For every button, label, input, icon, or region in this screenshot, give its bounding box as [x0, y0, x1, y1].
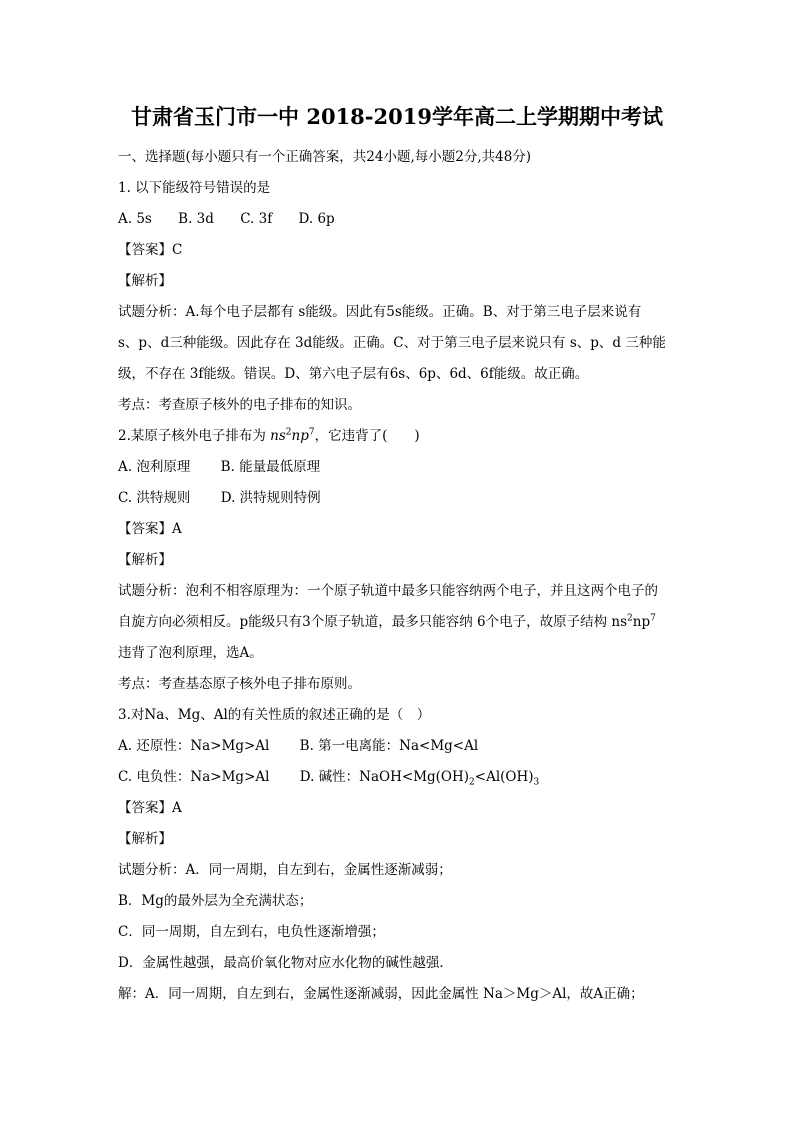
q2-stem-tail: ，它违背了( ) [314, 428, 420, 444]
q2-analysis-line: 试题分析：泡利不相容原理为：一个原子轨道中最多只能容纳两个电子，并且这两个电子的 [118, 583, 658, 599]
q1-option-a: A. 5s [118, 211, 152, 227]
q2-option-d: D. 洪特规则特例 [220, 490, 321, 506]
q1-option-b: B. 3d [178, 211, 214, 227]
q2-analysis-sup: 7 [650, 613, 656, 624]
q3-analysis-label: 【解析】 [118, 831, 172, 847]
q2-np-sup: 7 [308, 427, 315, 438]
q2-option-c: C. 洪特规则 [118, 490, 191, 506]
section-heading: 一、选择题(每小题只有一个正确答案，共24小题,每小题2分,共48分) [118, 149, 532, 165]
q2-analysis-text: 自旋方向必须相反。p能级只有3个原子轨道，最多只能容纳 6个电子，故原子结构 ns [118, 614, 628, 630]
q3-analysis-line: C．同一周期，自左到右，电负性逐渐增强； [118, 924, 385, 940]
q1-option-c: C. 3f [240, 211, 273, 227]
question-3-options-row2 [118, 762, 678, 793]
q3-analysis-line: 试题分析：A．同一周期，自左到右，金属性逐渐减弱； [118, 862, 452, 878]
document-title: 甘肃省玉门市一中 2018-2019学年高二上学期期中考试 [131, 104, 663, 129]
q1-analysis-line: 级，不存在 3f能级。错误。D、第六电子层有6s、6p、6d、6f能级。故正确。 [118, 366, 589, 382]
q2-answer: 【答案】A [118, 521, 182, 537]
q3-answer: 【答案】A [118, 800, 182, 816]
question-1-options [118, 204, 678, 235]
q1-answer: 【答案】C [118, 242, 183, 258]
question-2-stem [118, 421, 678, 452]
q2-analysis-line [118, 607, 678, 638]
q3-option-b: B. 第一电离能：Na<Mg<Al [299, 738, 479, 754]
q3-analysis-line: 解：A．同一周期，自左到右，金属性逐渐减弱，因此金属性 Na＞Mg＞Al，故A正确； [118, 986, 644, 1002]
q2-point: 考点：考查基态原子核外电子排布原则。 [118, 676, 361, 692]
q2-analysis-label: 【解析】 [118, 552, 172, 568]
q3-option-a: A. 还原性：Na>Mg>Al [118, 738, 270, 754]
q1-point: 考点：考查原子核外的电子排布的知识。 [118, 397, 361, 413]
document-body [118, 142, 678, 1010]
q3-option-c: C. 电负性：Na>Mg>Al [118, 769, 270, 785]
question-2-options-row1 [118, 452, 678, 483]
q2-option-a: A. 泡利原理 [118, 459, 191, 475]
q3-analysis-line: D．金属性越强，最高价氧化物对应水化物的碱性越强． [118, 955, 453, 971]
q1-analysis-line: 试题分析：A.每个电子层都有 s能级。因此有5s能级。正确。B、对于第三电子层来说有 [118, 304, 642, 320]
question-1-stem: 1. 以下能级符号错误的是 [118, 180, 271, 196]
q2-ns-sup: 2 [285, 427, 292, 438]
q2-option-b: B. 能量最低原理 [220, 459, 321, 475]
q2-analysis-sup: 2 [627, 613, 633, 624]
q1-analysis-line: s、p、d三种能级。因此存在 3d能级。正确。C、对于第三电子层来说只有 s、p、d 三种能 [118, 335, 666, 351]
q2-stem-text: 2.某原子核外电子排布为 [118, 428, 271, 444]
q1-analysis-label: 【解析】 [118, 273, 172, 289]
question-2-options-row2 [118, 483, 678, 514]
q1-option-d: D. 6p [298, 211, 335, 227]
q3-option-d-sub: 3 [533, 777, 540, 788]
q3-option-d [300, 762, 540, 793]
q2-analysis-np: np [632, 614, 651, 630]
q2-ns: ns [270, 428, 286, 444]
question-3-stem: 3.对Na、Mg、Al的有关性质的叙述正确的是（ ） [118, 707, 431, 723]
question-3-options-row1 [118, 731, 678, 762]
q3-analysis-line: B．Mg的最外层为全充满状态； [118, 893, 313, 909]
q2-analysis-line: 违背了泡利原理，选A。 [118, 645, 263, 661]
q2-np: np [291, 428, 309, 444]
q3-option-d-sub: 2 [469, 777, 475, 788]
q3-option-d-text2: <Al(OH) [474, 769, 534, 785]
q3-option-d-text: D. 碱性：NaOH<Mg(OH) [299, 769, 470, 785]
